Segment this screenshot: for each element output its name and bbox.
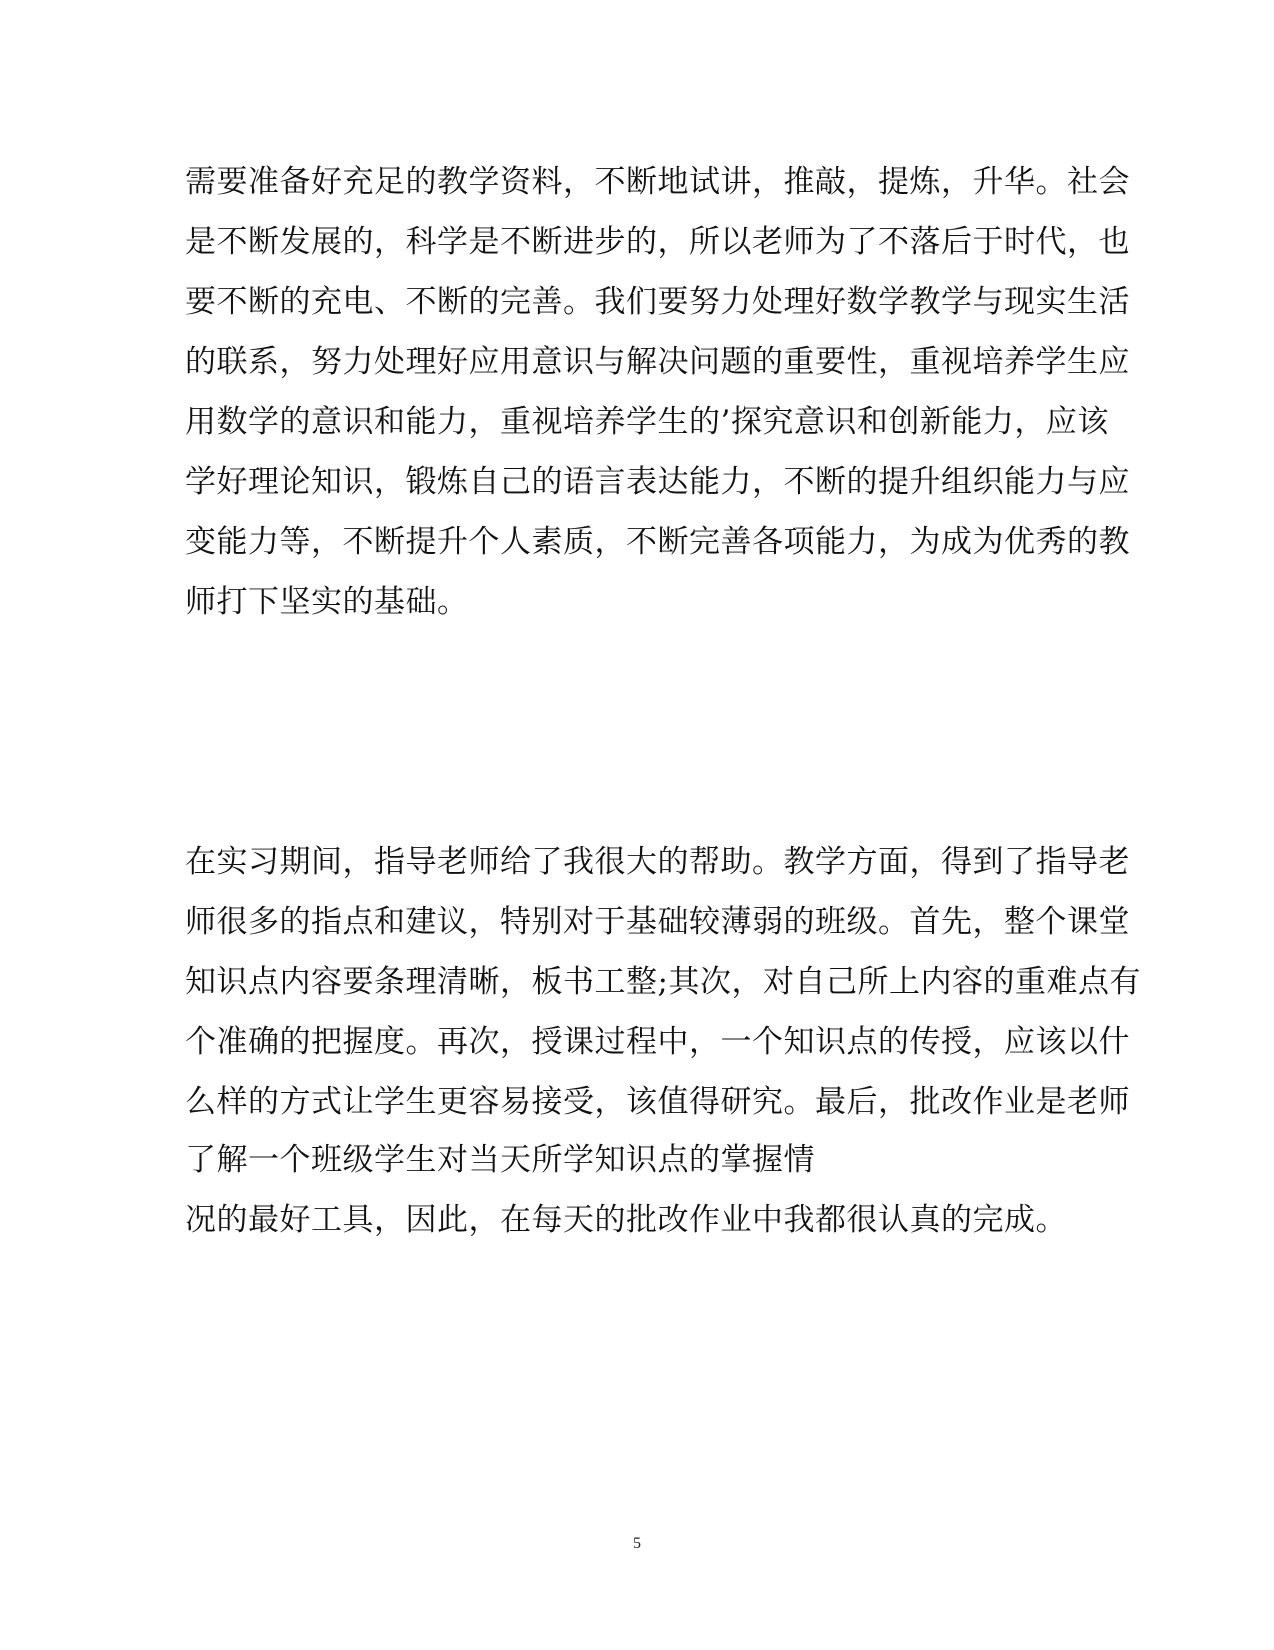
paragraph-line: 知识点内容要条理清晰，板书工整;其次，对自己所上内容的重难点有: [185, 964, 1141, 1000]
paragraph-line: 用数学的意识和能力，重视培养学生的’探究意识和创新能力，应该: [185, 404, 1109, 440]
paragraph-line: 学好理论知识，锻炼自己的语言表达能力，不断的提升组织能力与应: [185, 464, 1130, 500]
paragraph-line: 师很多的指点和建议，特别对于基础较薄弱的班级。首先，整个课堂: [185, 904, 1130, 940]
paragraph-line: 了解一个班级学生对当天所学知识点的掌握情: [185, 1142, 815, 1178]
paragraph-line: 在实习期间，指导老师给了我很大的帮助。教学方面，得到了指导老: [185, 844, 1130, 880]
paragraph-line: 需要准备好充足的教学资料，不断地试讲，推敲，提炼，升华。社会: [185, 164, 1130, 200]
paragraph-line: 师打下坚实的基础。: [185, 584, 469, 620]
paragraph-line: 的联系，努力处理好应用意识与解决问题的重要性，重视培养学生应: [185, 344, 1130, 380]
paragraph-line: 况的最好工具，因此，在每天的批改作业中我都很认真的完成。: [185, 1202, 1067, 1238]
paragraph-line: 个准确的把握度。再次，授课过程中，一个知识点的传授，应该以什: [185, 1024, 1130, 1060]
paragraph-line: 是不断发展的，科学是不断进步的，所以老师为了不落后于时代，也: [185, 224, 1130, 260]
paragraph-line: 要不断的充电、不断的完善。我们要努力处理好数学教学与现实生活: [185, 284, 1130, 320]
paragraph-line: 么样的方式让学生更容易接受，该值得研究。最后，批改作业是老师: [185, 1084, 1130, 1120]
paragraph-line: 变能力等，不断提升个人素质，不断完善各项能力，为成为优秀的教: [185, 524, 1130, 560]
page-number: 5: [633, 1535, 641, 1552]
